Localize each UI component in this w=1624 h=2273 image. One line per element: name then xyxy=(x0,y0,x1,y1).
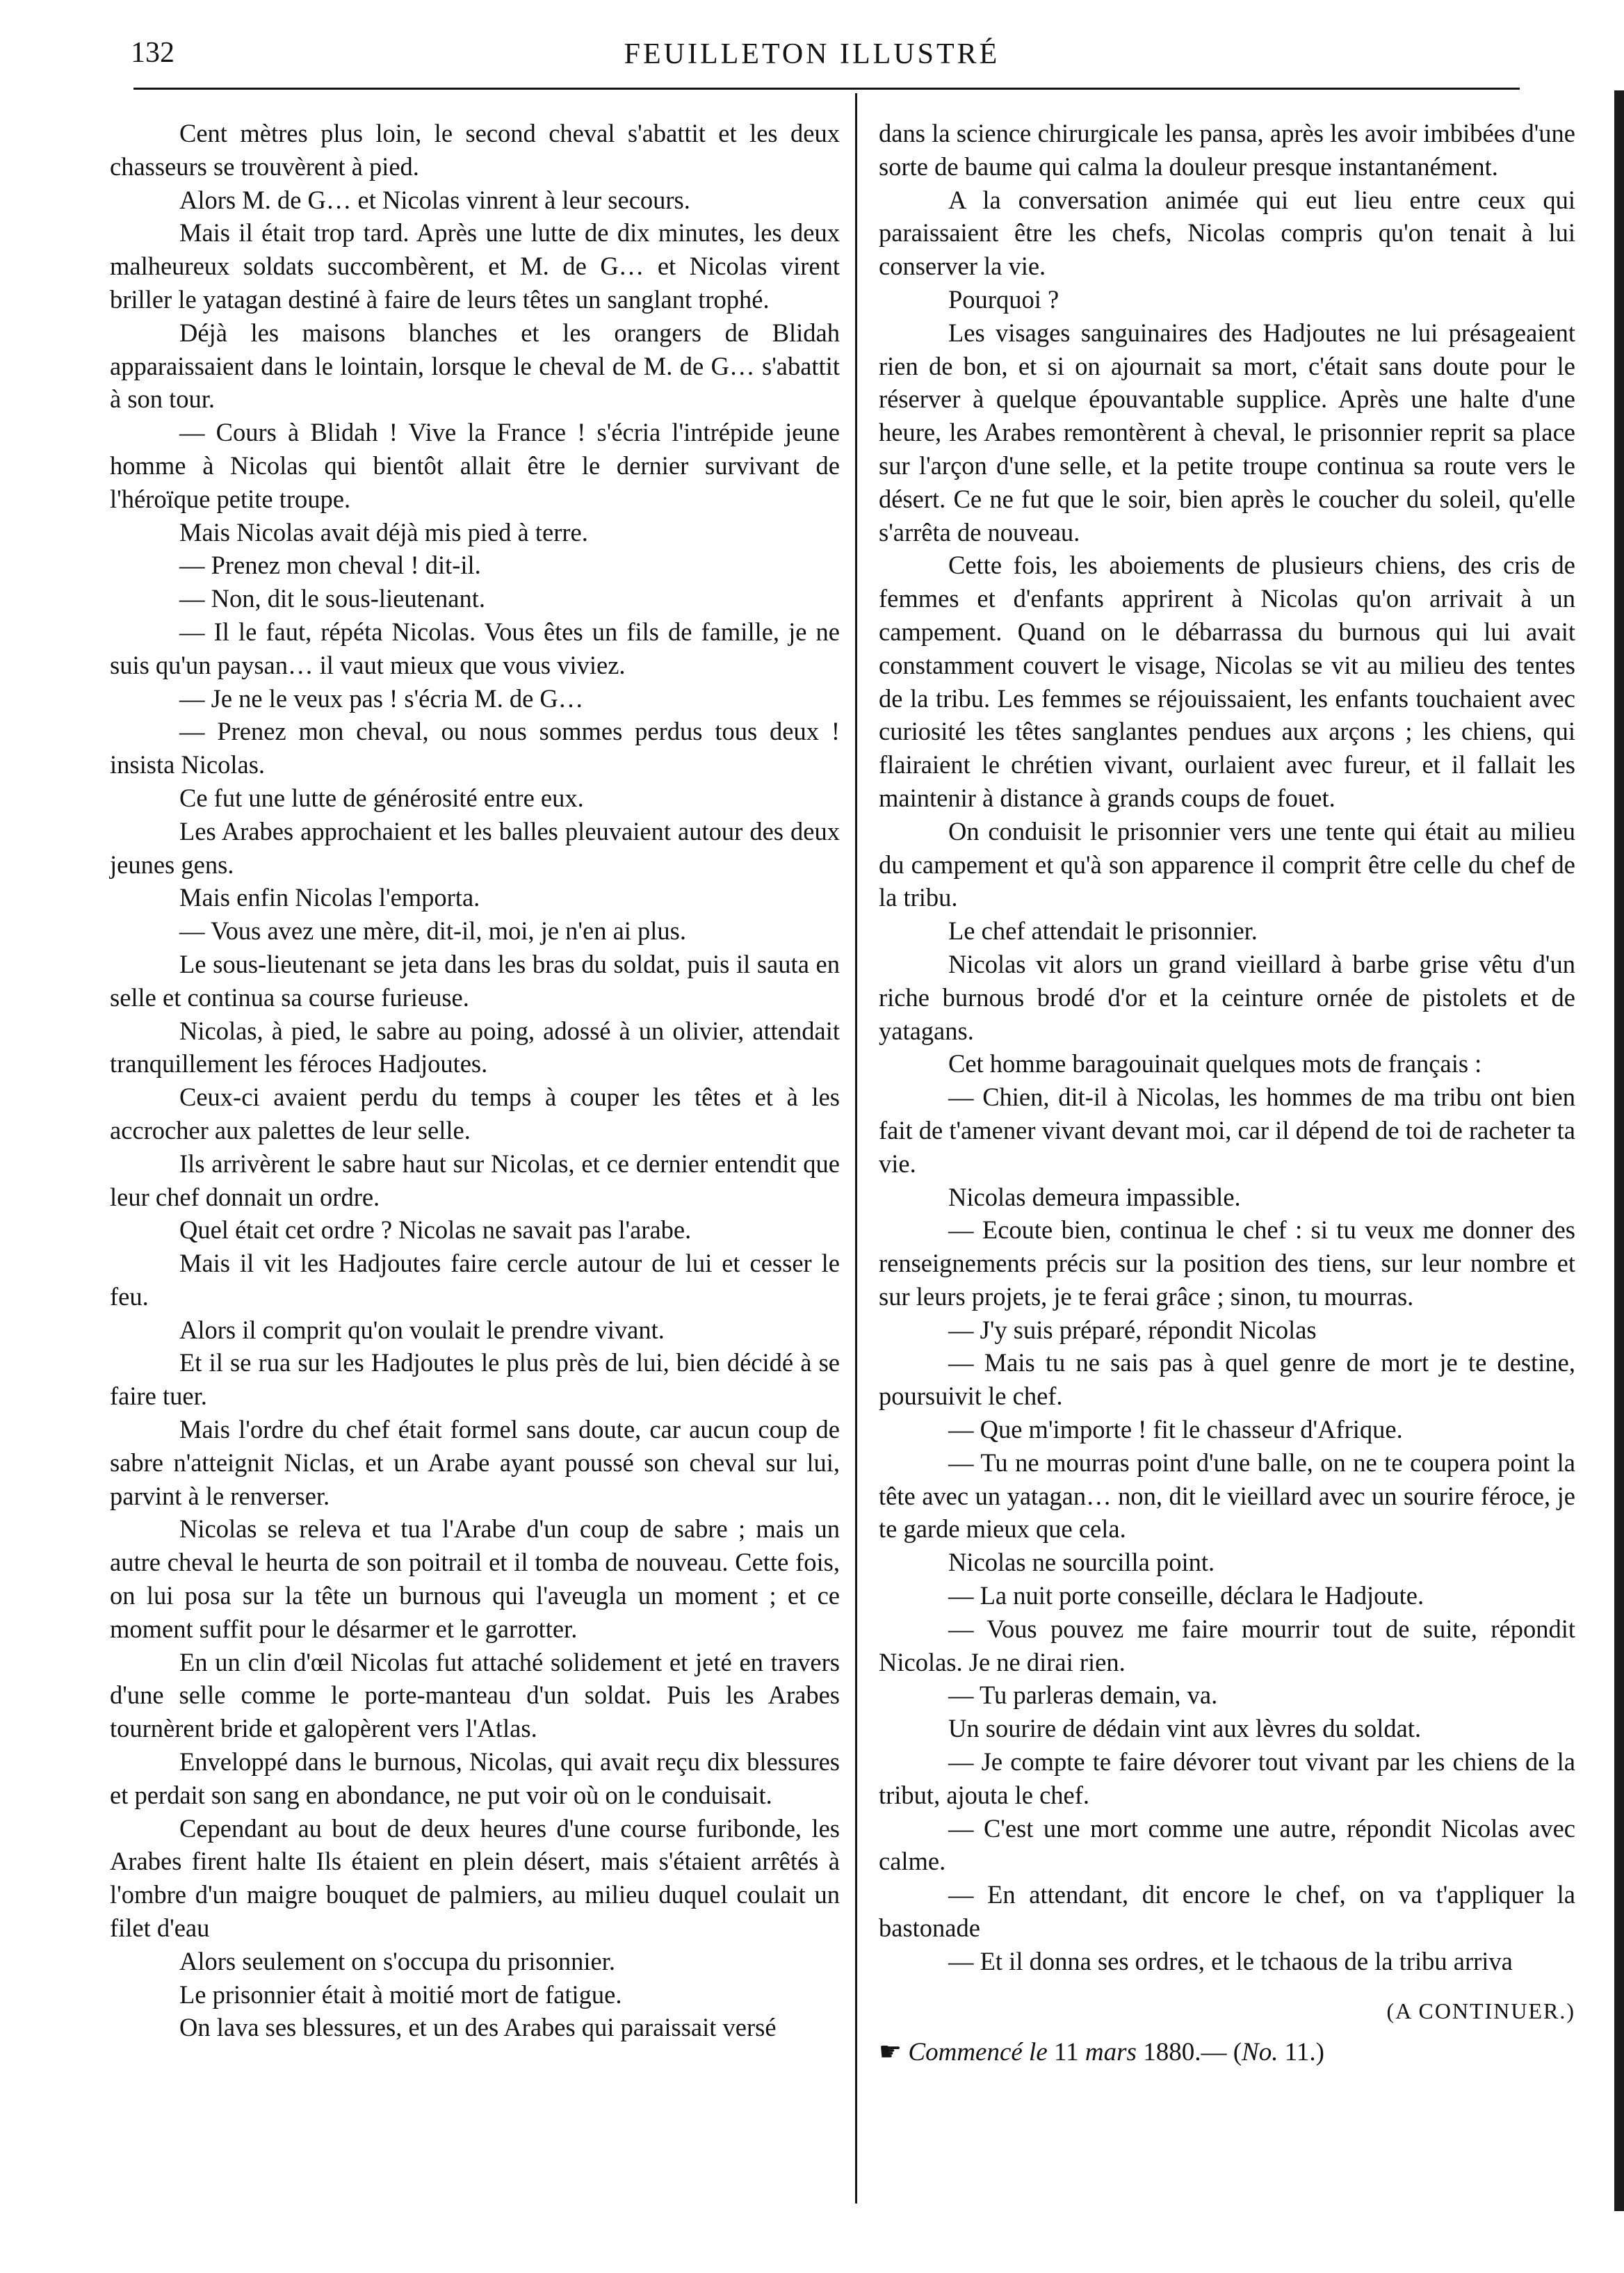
paragraph: Nicolas se releva et tua l'Arabe d'un coup de sabre ; mais un autre cheval le heurta de son poitrail et il tomba de nouveau. Cette fois, on lui posa sur la tête un burnous qui l'aveugla un moment ; et ce moment suffit pour le désarmer et le garrotter. xyxy=(110,1514,840,1643)
paragraph: — Tu ne mourras point d'une balle, on ne te coupera point la tête avec un yatagan… non, dit le vieillard avec un sourire féroce, je te garde mieux que cela. xyxy=(879,1448,1575,1544)
paragraph: Le chef attendait le prisonnier. xyxy=(948,916,1258,946)
commence-note xyxy=(879,2036,1575,2069)
paragraph: Ceux-ci avaient perdu du temps à couper les têtes et à les accrocher aux palettes de leur selle. xyxy=(110,1083,840,1144)
paragraph: Ce fut une lutte de générosité entre eux. xyxy=(179,783,584,812)
paragraph: Alors seulement on s'occupa du prisonnier. xyxy=(179,1946,615,1975)
paragraph: — Tu parleras demain, va. xyxy=(948,1681,1218,1710)
paragraph: — Mais tu ne sais pas à quel genre de mort je te destine, poursuivit le chef. xyxy=(879,1348,1575,1411)
paragraph: Cet homme baragouinait quelques mots de français : xyxy=(948,1049,1482,1078)
paragraph: Les Arabes approchaient et les balles pleuvaient autour des deux jeunes gens. xyxy=(110,816,840,879)
commence-year: 1880.— ( xyxy=(1143,2038,1242,2067)
paragraph: Cette fois, les aboiements de plusieurs chiens, des cris de femmes et d'enfants apprirent à Nicolas qu'on arrivait à un campement. Quand on le débarrassa du burnous qui lui avait constamment couvert le visage, Nicolas se vit au milieu des tentes de la tribu. Les femmes se réjouissaient, les enfants touchaient avec curiosité les têtes sanglantes pendues aux arçons ; les chiens, qui flairaient le chrétien vivant, ourlaient avec fureur, et il fallait les maintenir à distance à grands coups de fouet. xyxy=(879,551,1575,812)
paragraph: Déjà les maisons blanches et les orangers de Blidah apparaissaient dans le lointain, lorsque le cheval de M. de G… s'abattit à son tour. xyxy=(110,318,840,414)
paragraph: — Prenez mon cheval, ou nous sommes perdus tous deux ! insista Nicolas. xyxy=(110,717,840,779)
paragraph: Alors il comprit qu'on voulait le prendre vivant. xyxy=(179,1315,665,1344)
paragraph: Alors M. de G… et Nicolas vinrent à leur secours. xyxy=(179,185,690,214)
issue-number: 11.) xyxy=(1284,2038,1324,2067)
paragraph: Mais il vit les Hadjoutes faire cercle autour de lui et cesser le feu. xyxy=(110,1249,840,1311)
paragraph: Nicolas, à pied, le sabre au poing, adossé à un olivier, attendait tranquillement les féroces Hadjoutes. xyxy=(110,1016,840,1078)
page-edge-shadow xyxy=(1614,90,1624,2211)
pointing-hand-icon: ☛ xyxy=(879,2038,902,2067)
paragraph: Mais il était trop tard. Après une lutte de dix minutes, les deux malheureux soldats succombèrent, et M. de G… et Nicolas virent briller le yatagan destiné à faire de leurs têtes un sanglant trophé. xyxy=(110,218,840,314)
column-divider xyxy=(855,93,857,2203)
paragraph: On lava ses blessures, et un des Arabes qui paraissait versé xyxy=(179,2013,777,2042)
paragraph: — Que m'importe ! fit le chasseur d'Afrique. xyxy=(948,1415,1403,1444)
page-number: 132 xyxy=(131,37,174,69)
paragraph: Nicolas vit alors un grand vieillard à barbe grise vêtu d'un riche burnous brodé d'or et la ceinture ornée de pistolets et de yatagans. xyxy=(879,949,1575,1045)
left-column xyxy=(110,117,840,2044)
paragraph: — Chien, dit-il à Nicolas, les hommes de ma tribu ont bien fait de t'amener vivant devant moi, car il dépend de toi de racheter ta vie. xyxy=(879,1083,1575,1178)
paragraph: Ils arrivèrent le sabre haut sur Nicolas, et ce dernier entendit que leur chef donnait un ordre. xyxy=(110,1149,840,1211)
paragraph: Quel était cet ordre ? Nicolas ne savait pas l'arabe. xyxy=(179,1215,692,1245)
paragraph: Enveloppé dans le burnous, Nicolas, qui avait reçu dix blessures et perdait son sang en abondance, ne put voir où on le conduisait. xyxy=(110,1747,840,1809)
paragraph: Mais l'ordre du chef était formel sans doute, car aucun coup de sabre n'atteignit Niclas, et un Arabe ayant poussé son cheval sur lui, parvint à le renverser. xyxy=(110,1415,840,1510)
paragraph: Les visages sanguinaires des Hadjoutes ne lui présageaient rien de bon, et si on ajournait sa mort, c'était sans doute pour le réserver à quelque épouvantable supplice. Après une halte d'une heure, les Arabes remontèrent à cheval, le prisonnier reprit sa place sur l'arçon d'une selle, et la petite troupe continua sa route vers le désert. Ce ne fut que le soir, bien après le coucher du soleil, qu'elle s'arrêta de nouveau. xyxy=(879,318,1575,547)
paragraph: En un clin d'œil Nicolas fut attaché solidement et jeté en travers d'une selle comme le porte-manteau d'un soldat. Puis les Arabes tournèrent bride et galopèrent vers l'Atlas. xyxy=(110,1647,840,1743)
paragraph: Un sourire de dédain vint aux lèvres du soldat. xyxy=(948,1714,1422,1743)
paragraph: — Et il donna ses ordres, et le tchaous de la tribu arriva xyxy=(948,1946,1513,1975)
paragraph: Mais Nicolas avait déjà mis pied à terre. xyxy=(179,517,588,547)
paragraph: Le prisonnier était à moitié mort de fatigue. xyxy=(179,1980,622,2009)
right-column xyxy=(879,117,1575,2069)
commence-prefix: Commencé le xyxy=(908,2038,1048,2067)
paragraph: — En attendant, dit encore le chef, on va t'appliquer la bastonade xyxy=(879,1880,1575,1943)
paragraph: — C'est une mort comme une autre, répondit Nicolas avec calme. xyxy=(879,1813,1575,1876)
paragraph: — La nuit porte conseille, déclara le Hadjoute. xyxy=(948,1581,1424,1610)
paragraph: — Prenez mon cheval ! dit-il. xyxy=(179,551,481,580)
paragraph: — Non, dit le sous-lieutenant. xyxy=(179,584,485,613)
paragraph: Nicolas demeura impassible. xyxy=(948,1182,1241,1211)
paragraph: — Je ne le veux pas ! s'écria M. de G… xyxy=(179,683,584,713)
issue-label: No. xyxy=(1242,2038,1278,2067)
continuation-notice xyxy=(879,1995,1575,2070)
paragraph: On conduisit le prisonnier vers une tente qui était au milieu du campement et qu'à son apparence il comprit être celle du chef de la tribu. xyxy=(879,816,1575,912)
paragraph: — Il le faut, répéta Nicolas. Vous êtes un fils de famille, je ne suis qu'un paysan… il vaut mieux que vous viviez. xyxy=(110,617,840,679)
paragraph: — Ecoute bien, continua le chef : si tu veux me donner des renseignements précis sur la position des tiens, sur leur nombre et sur leurs projets, je te ferai grâce ; sinon, tu mourras. xyxy=(879,1215,1575,1311)
paragraph: Mais enfin Nicolas l'emporta. xyxy=(179,883,480,912)
continuer-label: (A CONTINUER.) xyxy=(1386,1998,1575,2023)
paragraph: Nicolas ne sourcilla point. xyxy=(948,1548,1215,1577)
paragraph: A la conversation animée qui eut lieu entre ceux qui paraissaient être les chefs, Nicolas compris qu'on tenait à lui conserver la vie. xyxy=(879,185,1575,281)
paragraph: dans la science chirurgicale les pansa, après les avoir imbibées d'une sorte de baume qui calma la douleur presque instantanément. xyxy=(879,119,1575,181)
commence-day: 11 xyxy=(1054,2038,1079,2067)
paragraph: Cent mètres plus loin, le second cheval s'abattit et les deux chasseurs se trouvèrent à pied. xyxy=(110,119,840,181)
commence-month: mars xyxy=(1085,2038,1137,2067)
paragraph: — J'y suis préparé, répondit Nicolas xyxy=(948,1315,1317,1344)
paragraph: — Je compte te faire dévorer tout vivant par les chiens de la tribut, ajouta le chef. xyxy=(879,1747,1575,1809)
running-head-title: FEUILLETON ILLUSTRÉ xyxy=(624,38,1000,70)
paragraph: — Vous avez une mère, dit-il, moi, je n'en ai plus. xyxy=(179,916,687,946)
header-rule xyxy=(133,88,1520,90)
paragraph: Et il se rua sur les Hadjoutes le plus près de lui, bien décidé à se faire tuer. xyxy=(110,1348,840,1411)
paragraph: Pourquoi ? xyxy=(948,284,1059,314)
paragraph: — Cours à Blidah ! Vive la France ! s'écria l'intrépide jeune homme à Nicolas qui bientôt allait être le dernier survivant de l'héroïque petite troupe. xyxy=(110,418,840,513)
paragraph: Cependant au bout de deux heures d'une course furibonde, les Arabes firent halte Ils étaient en plein désert, mais s'étaient arrêtés à l'ombre d'un maigre bouquet de palmiers, au milieu duquel coulait un filet d'eau xyxy=(110,1813,840,1943)
paragraph: — Vous pouvez me faire mourrir tout de suite, répondit Nicolas. Je ne dirai rien. xyxy=(879,1614,1575,1676)
paragraph: Le sous-lieutenant se jeta dans les bras du soldat, puis il sauta en selle et continua sa course furieuse. xyxy=(110,949,840,1012)
